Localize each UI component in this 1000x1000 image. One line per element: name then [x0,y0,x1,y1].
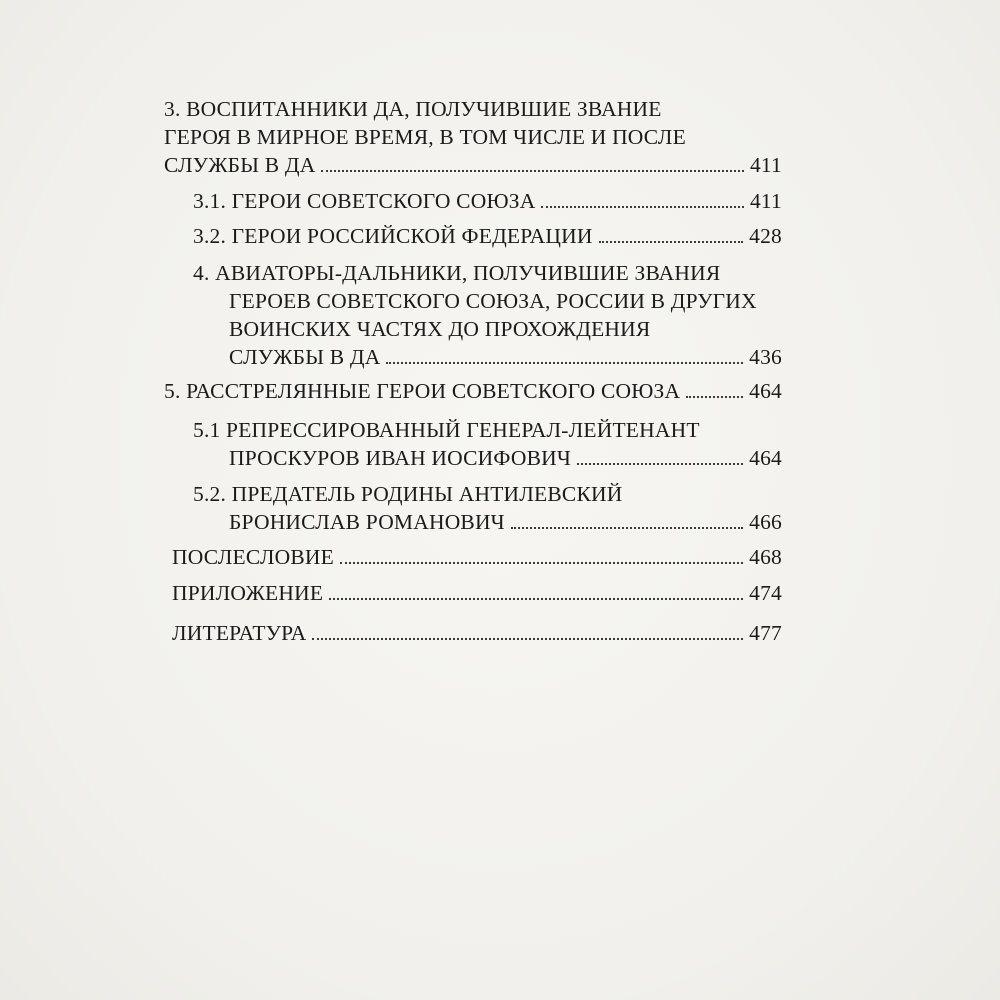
toc-page-number: 477 [749,621,782,645]
toc-entry-last-line [164,151,782,179]
toc-entry-section-3-2 [193,222,782,250]
toc-entry-title: ПОСЛЕСЛОВИЕ [172,545,334,569]
toc-page-number: 436 [749,345,782,369]
toc-entry-title: ПРИЛОЖЕНИЕ [172,581,324,605]
toc-entry-section-5 [164,377,782,405]
toc-entry-title-end: СЛУЖБЫ В ДА [229,345,381,369]
toc-entry-last-line [193,508,782,536]
toc-entry-title-end: БРОНИСЛАВ РОМАНОВИЧ [229,510,505,534]
dot-leader [541,206,743,208]
toc-entry-last-line [164,377,782,405]
toc-entry-title: 3.1. ГЕРОИ СОВЕТСКОГО СОЮЗА [193,189,536,213]
toc-entry-last-line [172,619,782,647]
toc-entry-title-end: ПРОСКУРОВ ИВАН ИОСИФОВИЧ [229,446,572,470]
toc-entry-afterword [172,543,782,571]
toc-entry-last-line [193,222,782,250]
toc-entry-last-line [172,579,782,607]
toc-entry-title: 3.2. ГЕРОИ РОССИЙСКОЙ ФЕДЕРАЦИИ [193,224,593,248]
toc-entry-section-5-2 [193,480,782,536]
dot-leader [686,396,743,398]
toc-entry-title-end: СЛУЖБЫ В ДА [164,153,316,177]
toc-entry-line: 3. ВОСПИТАННИКИ ДА, ПОЛУЧИВШИЕ ЗВАНИЕ [164,97,662,121]
toc-entry-section-3 [164,95,782,179]
dot-leader [577,463,743,465]
toc-entry-title: 5. РАССТРЕЛЯННЫЕ ГЕРОИ СОВЕТСКОГО СОЮЗА [164,379,681,403]
toc-page-number: 411 [749,153,782,177]
toc-entry-literature [172,619,782,647]
toc-page-number: 464 [749,379,782,403]
toc-page-number: 474 [749,581,782,605]
dot-leader [329,598,743,600]
toc-entry-line: ГЕРОЯ В МИРНОЕ ВРЕМЯ, В ТОМ ЧИСЛЕ И ПОСЛЕ [164,125,686,149]
toc-entry-section-5-1 [193,416,782,472]
toc-entry-appendix [172,579,782,607]
toc-entry-last-line [193,343,782,371]
toc-entry-line: ВОИНСКИХ ЧАСТЯХ ДО ПРОХОЖДЕНИЯ [229,317,651,341]
toc-entry-line: 5.2. ПРЕДАТЕЛЬ РОДИНЫ АНТИЛЕВСКИЙ [193,482,623,506]
dot-leader [321,170,743,172]
toc-entry-last-line [193,444,782,472]
toc-entry-section-3-1 [193,187,782,215]
toc-page-number: 411 [749,189,782,213]
toc-page-number: 468 [749,545,782,569]
dot-leader [599,241,744,243]
dot-leader [340,562,743,564]
toc-entry-last-line [193,187,782,215]
toc-entry-line: ГЕРОЕВ СОВЕТСКОГО СОЮЗА, РОССИИ В ДРУГИХ [229,289,757,313]
dot-leader [511,527,743,529]
toc-page-number: 466 [749,510,782,534]
toc-entry-line: 4. АВИАТОРЫ-ДАЛЬНИКИ, ПОЛУЧИВШИЕ ЗВАНИЯ [193,261,721,285]
dot-leader [312,638,743,640]
toc-entry-section-4 [193,259,782,371]
toc-page-number: 464 [749,446,782,470]
toc-entry-line: 5.1 РЕПРЕССИРОВАННЫЙ ГЕНЕРАЛ-ЛЕЙТЕНАНТ [193,418,700,442]
toc-entry-title: ЛИТЕРАТУРА [172,621,307,645]
toc-entry-last-line [172,543,782,571]
dot-leader [386,362,743,364]
toc-page-number: 428 [749,224,782,248]
